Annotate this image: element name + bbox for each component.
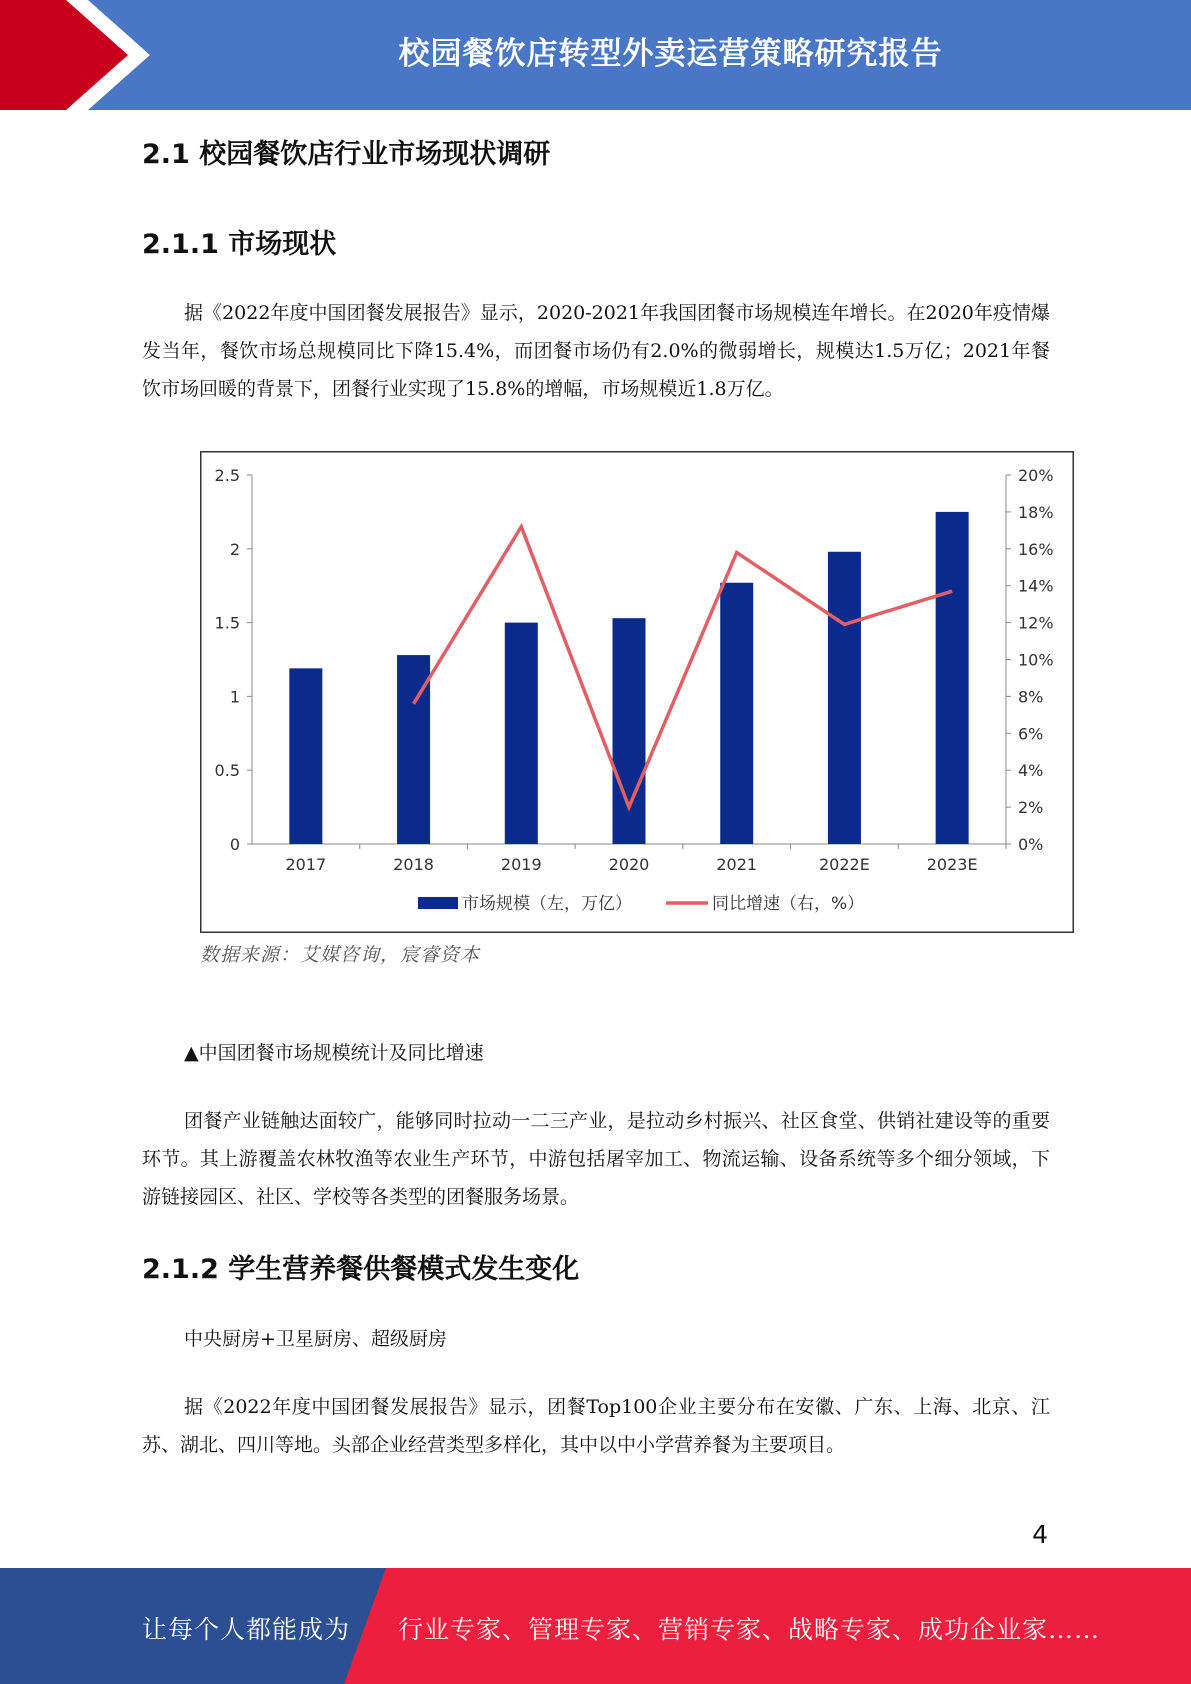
paragraph-market-status: 据《2022年度中国团餐发展报告》显示，2020-2021年我国团餐市场规模连年增长。在2020年疫情爆发当年，餐饮市场总规模同比下降15.4%，而团餐市场仍有2.0%的微弱增长，规模达1.5万亿；2021年餐饮市场回暖的背景下，团餐行业实现了15.8%的增幅，市场规模近1.8万亿。 (142, 302, 1050, 400)
page-number: 4 (1032, 1520, 1048, 1549)
y-right-tick-label: 16% (1018, 539, 1054, 559)
legend-bar-label: 市场规模（左，万亿） (462, 894, 632, 914)
y-left-tick-label: 0.5 (214, 761, 240, 781)
legend-line-label: 同比增速（右，%） (712, 894, 865, 914)
bar (505, 623, 538, 844)
header-arrow-decoration (0, 0, 150, 110)
y-right-tick-label: 8% (1018, 687, 1044, 707)
x-tick-label: 2020 (608, 855, 650, 874)
bar (289, 668, 322, 844)
page-header (0, 0, 1191, 110)
y-right-tick-label: 12% (1018, 613, 1054, 633)
paragraph-kitchen-model: 中央厨房+卫星厨房、超级厨房 (184, 1328, 447, 1350)
x-tick-label: 2023E (926, 855, 978, 874)
y-left-tick-label: 1 (229, 687, 240, 707)
subsection-heading-2: 2.1.2 学生营养餐供餐模式发生变化 (142, 1254, 580, 1285)
legend-bar-swatch (418, 897, 458, 909)
y-right-tick-label: 4% (1018, 761, 1044, 781)
bar (936, 512, 969, 844)
y-left-tick-label: 0 (229, 835, 240, 854)
x-tick-label: 2018 (393, 855, 434, 874)
y-right-tick-label: 20% (1018, 466, 1054, 485)
header-title: 校园餐饮店转型外卖运营策略研究报告 (398, 35, 943, 72)
bar (720, 583, 753, 844)
y-right-tick-label: 0% (1018, 835, 1044, 854)
x-tick-label: 2022E (819, 855, 870, 874)
x-tick-label: 2017 (285, 855, 327, 874)
subsection-heading-1: 2.1.1 市场现状 (142, 229, 337, 260)
section-heading: 2.1 校园餐饮店行业市场现状调研 (142, 139, 551, 170)
y-right-tick-label: 6% (1018, 724, 1044, 744)
y-right-tick-label: 14% (1018, 576, 1054, 596)
y-left-tick-label: 1.5 (214, 613, 240, 633)
y-left-tick-label: 2 (229, 539, 240, 559)
paragraph-top100: 据《2022年度中国团餐发展报告》显示，团餐Top100企业主要分布在安徽、广东、上海、北京、江苏、湖北、四川等地。头部企业经营类型多样化，其中以中小学营养餐为主要项目。 (142, 1396, 1050, 1456)
y-right-tick-label: 2% (1018, 798, 1044, 818)
bar (828, 552, 861, 844)
chart-caption: ▲中国团餐市场规模统计及同比增速 (184, 1042, 484, 1064)
y-left-tick-label: 2.5 (214, 466, 240, 485)
y-right-tick-label: 18% (1018, 502, 1054, 522)
y-right-tick-label: 10% (1018, 650, 1054, 670)
x-tick-label: 2019 (500, 855, 542, 874)
paragraph-industry-chain: 团餐产业链触达面较广，能够同时拉动一二三产业，是拉动乡村振兴、社区食堂、供销社建设等的重要环节。其上游覆盖农林牧渔等农业生产环节，中游包括屠宰加工、物流运输、设备系统等多个细分领域，下游链接园区、社区、学校等各类型的团餐服务场景。 (142, 1110, 1050, 1208)
market-chart (200, 451, 1074, 933)
footer-slogan-right: 行业专家、管理专家、营销专家、战略专家、成功企业家…… (398, 1615, 1101, 1644)
footer-slogan-left: 让每个人都能成为 (142, 1615, 351, 1644)
x-tick-label: 2021 (716, 855, 758, 874)
chart-source: 数据来源：艾媒咨询，宸睿资本 (200, 944, 481, 966)
